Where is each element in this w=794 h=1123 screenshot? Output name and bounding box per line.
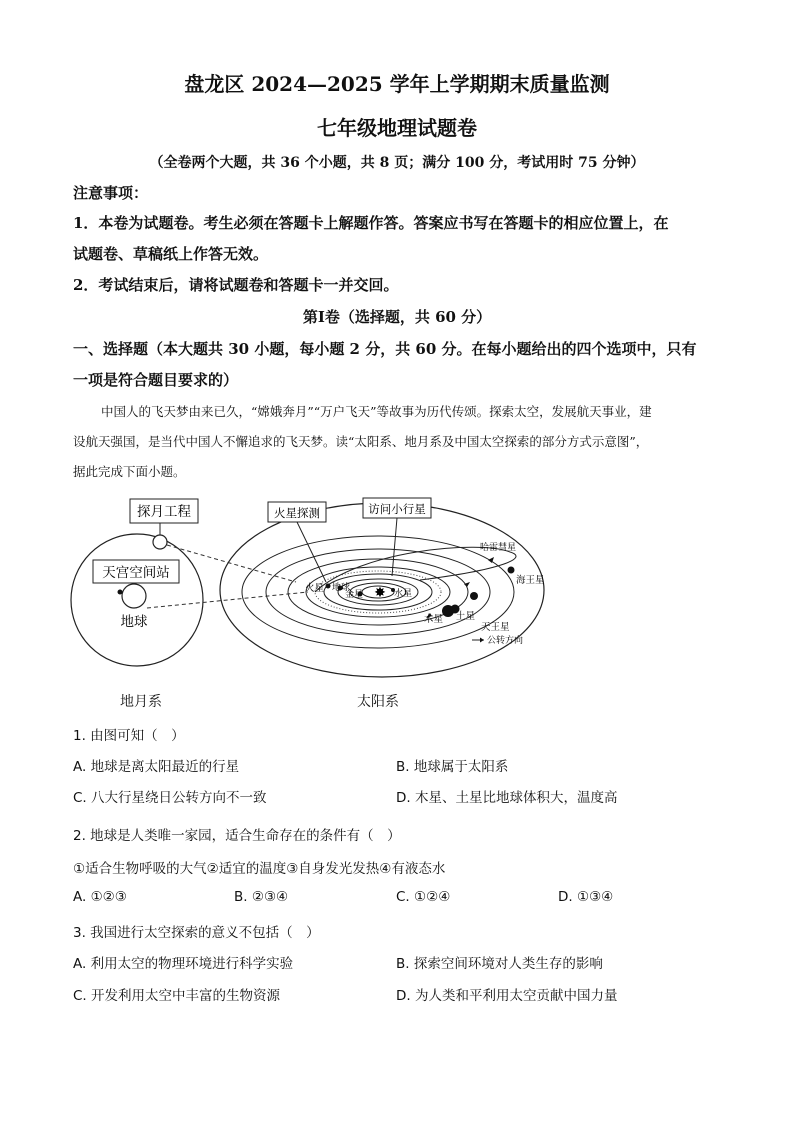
neptune-label: 海王星 (516, 575, 545, 586)
notes-item-2: 2．考试结束后，请将试题卷和答题卡一并交回。 (73, 276, 399, 294)
exam-title: 盘龙区 2024—2025 学年上学期期末质量监测 (184, 72, 610, 96)
section-heading-line-2: 一项是符合题目要求的） (73, 371, 239, 389)
jupiter-label: 木星 (424, 614, 444, 625)
passage-line-1: 中国人的飞天梦由来已久，“嫦娥奔月”“万户飞天”等故事为历代传颂。探索太空，发展航天事业，建 (101, 404, 652, 419)
caption-earth-moon-system: 地月系 (120, 694, 162, 710)
uranus-label: 天王星 (481, 622, 510, 633)
solar-system-diagram (60, 490, 580, 715)
mars-label: 火星 (305, 583, 325, 594)
question-2-statements: ①适合生物呼吸的大气②适宜的温度③自身发光发热④有液态水 (73, 861, 446, 877)
question-2-option-c: C. ①②④ (396, 889, 451, 905)
saturn-label: 土星 (456, 611, 476, 622)
neptune-dot (508, 567, 515, 574)
asteroid-visit-label: 访问小行星 (368, 502, 426, 516)
passage-line-2: 设航天强国，是当代中国人不懈追求的飞天梦。读“太阳系、地月系及中国太空探索的部分方式示意图”， (73, 434, 649, 449)
uranus-dot (470, 592, 478, 600)
question-2-option-a: A. ①②③ (73, 889, 127, 905)
question-3-option-b: B. 探索空间环境对人类生存的影响 (396, 956, 603, 972)
question-3-stem: 3. 我国进行太空探索的意义不包括（ ） (73, 925, 320, 941)
tiangong-label: 天宫空间站 (102, 565, 170, 581)
lunar-project-label: 探月工程 (137, 504, 191, 520)
halley-label: 哈雷彗星 (480, 543, 517, 553)
question-3-option-d: D. 为人类和平利用太空贡献中国力量 (396, 988, 618, 1004)
notes-item-1-line-1: 1．本卷为试题卷。考生必须在答题卡上解题作答。答案应书写在答题卡的相应位置上，在 (73, 214, 669, 232)
earth-label: 地球 (120, 614, 148, 630)
question-2-stem: 2. 地球是人类唯一家园，适合生命存在的条件有（ ） (73, 828, 401, 844)
venus-label: 金星 (345, 590, 364, 600)
mercury-label: 水星 (394, 589, 413, 599)
mars-dot (326, 584, 331, 589)
sun-icon: ✸ (374, 585, 386, 601)
exam-info: （全卷两个大题，共 36 个小题，共 8 页；满分 100 分，考试用时 75 分钟） (149, 155, 645, 171)
question-1-option-b: B. 地球属于太阳系 (396, 759, 509, 775)
earth-planet-label: 地球 (332, 583, 351, 593)
question-1-option-d: D. 木星、土星比地球体积大，温度高 (396, 790, 618, 806)
passage-line-3: 据此完成下面小题。 (73, 464, 186, 479)
moon-circle (153, 535, 167, 549)
notes-item-1-line-2: 试题卷、草稿纸上作答无效。 (73, 245, 269, 263)
question-2-option-b: B. ②③④ (234, 889, 289, 905)
space-station-dot (118, 590, 123, 595)
question-1-stem: 1. 由图可知（ ） (73, 728, 185, 744)
part-title: 第Ⅰ卷（选择题，共 60 分） (302, 308, 492, 326)
question-3-option-c: C. 开发利用太空中丰富的生物资源 (73, 988, 281, 1004)
mars-probe-label: 火星探测 (274, 506, 320, 520)
earth-circle (122, 584, 146, 608)
notes-heading: 注意事项： (73, 184, 149, 202)
section-heading-line-1: 一、选择题（本大题共 30 小题，每小题 2 分，共 60 分。在每小题给出的四个选项中，只有 (73, 340, 697, 358)
exam-subtitle: 七年级地理试题卷 (317, 116, 477, 140)
question-2-option-d: D. ①③④ (558, 889, 614, 905)
question-3-option-a: A. 利用太空的物理环境进行科学实验 (73, 956, 294, 972)
question-1-option-a: A. 地球是离太阳最近的行星 (73, 759, 240, 775)
question-1-option-c: C. 八大行星绕日公转方向不一致 (73, 790, 267, 806)
orbit-direction-label: 公转方向 (487, 636, 524, 646)
caption-solar-system: 太阳系 (357, 694, 399, 710)
